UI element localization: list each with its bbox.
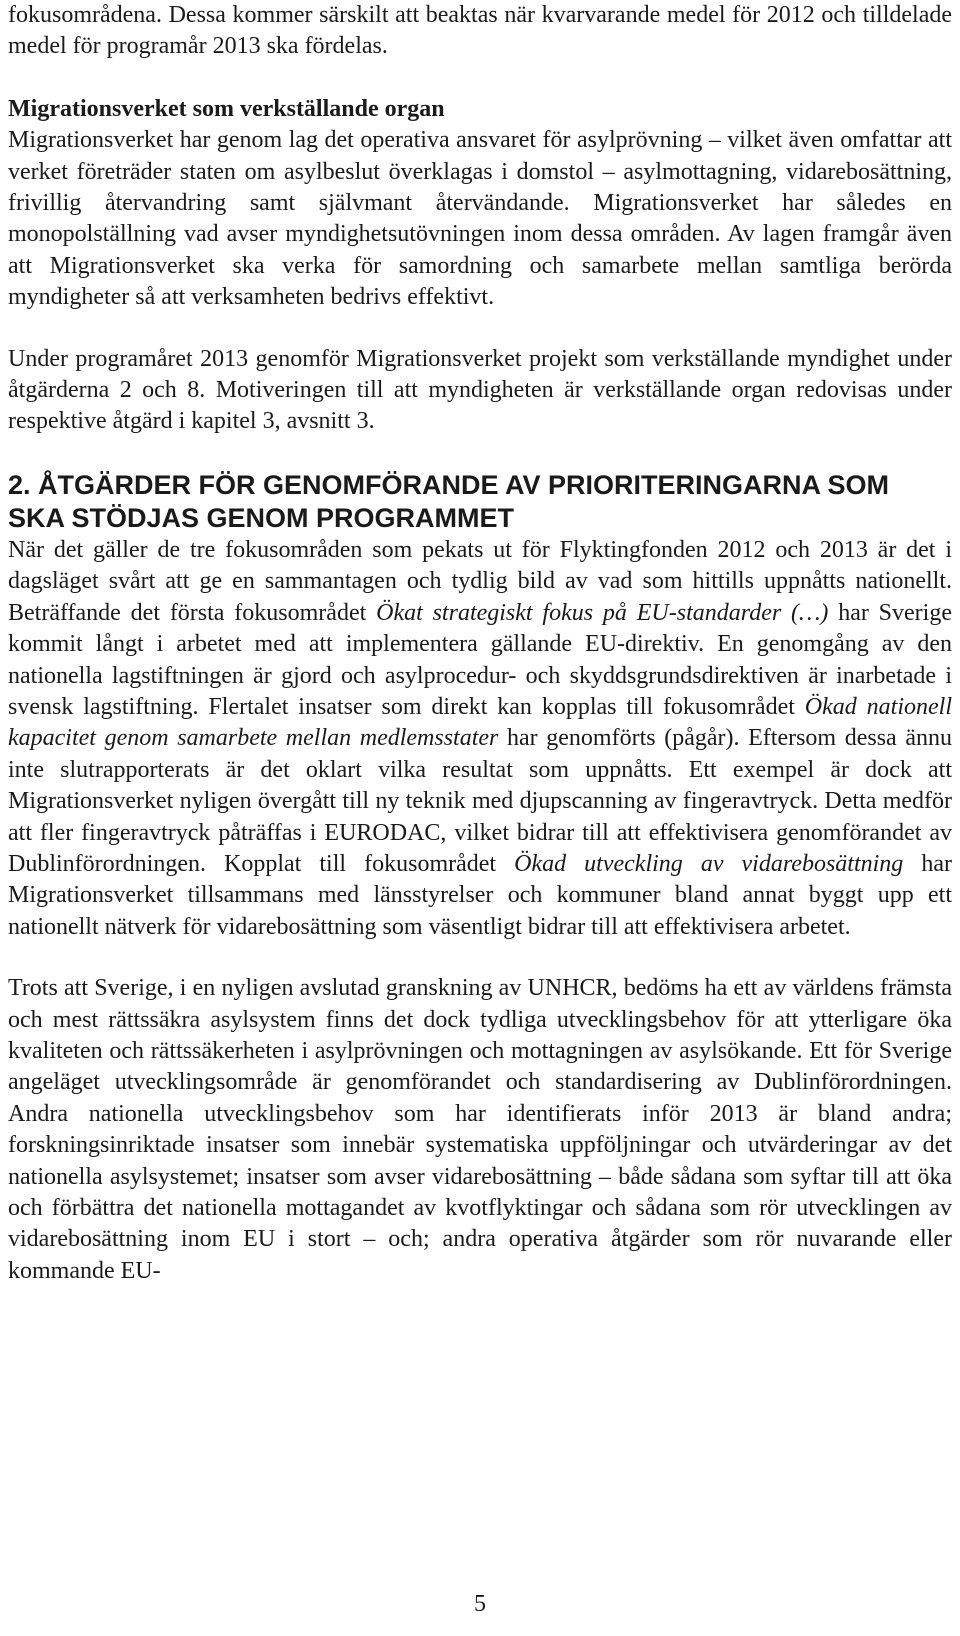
section-2-p1-italic-1: Ökat strategiskt fokus på EU-standarder (…)	[376, 599, 829, 626]
migrationsverket-paragraph-1: Migrationsverket har genom lag det operativa ansvaret för asylprövning – vilket även omfattar att verket företräder staten om asylbeslut överklagas i domstol – asylmottagning, vidarebosättning, frivillig återvandring samt självmant återvändande. Migrationsverket har således en monopolställning vad avser myndighetsutövningen inom dessa områden. Av lagen framgår även att Migrationsverket ska verka för samordning och samarbete mellan samtliga berörda myndigheter så att verksamheten bedrivs effektivt.	[8, 127, 952, 311]
section-2-p1-italic-2: Ökad nationell kapacitet genom samarbete mellan medlemsstater	[8, 693, 952, 752]
section-2-p1-text-d: har Migrationsverket tillsammans med länsstyrelser och kommuner bland annat byggt upp ett nationellt nätverk för vidarebosättning som väsentligt bidrar till att effektivisera arbetet.	[8, 850, 952, 940]
intro-paragraph: fokusområdena. Dessa kommer särskilt att beaktas när kvarvarande medel för 2012 och tilldelade medel för programår 2013 ska fördelas.	[8, 2, 952, 60]
section-2-paragraph-2: Trots att Sverige, i en nyligen avslutad granskning av UNHCR, bedöms ha ett av världens främsta och mest rättssäkra asylsystem finns det dock tydliga utvecklingsbehov för att ytterligare öka kvaliteten och rättssäkerheten i asylprövningen och mottagningen av asylsökande. Ett för Sverige angeläget utvecklingsområde är genomförandet och standardisering av Dublinförordningen. Andra nationella utvecklingsbehov som har identifierats inför 2013 är bland andra; forskningsinriktade insatser som innebär systematiska uppföljningar och utvärderingar av det nationella asylsystemet; insatser som avser vidarebosättning – både sådana som syftar till att öka och förbättra det nationella mottagandet av kvotflyktingar och sådana som rör utvecklingen av vidarebosättning inom EU i stort – och; andra operativa åtgärder som rör nuvarande eller kommande EU-	[8, 975, 952, 1284]
page-number: 5	[474, 1591, 486, 1617]
section-2-heading: 2. ÅTGÄRDER FÖR GENOMFÖRANDE AV PRIORITERINGARNA SOM SKA STÖDJAS GENOM PROGRAMMET	[8, 469, 890, 533]
section-2-p1-text-b: har Sverige kommit långt i arbetet med att implementera gällande EU-direktiv. En genomgång av den nationella lagstiftningen är gjord och asylprocedur- och skyddsgrundsdirektiven är inarbetade i svensk lagstiftning. Flertalet insatser som direkt kan kopplas till fokusområdet	[8, 599, 952, 720]
document-page	[8, 0, 952, 1287]
migrationsverket-paragraph-2: Under programåret 2013 genomför Migrationsverket projekt som verkställande myndighet under åtgärderna 2 och 8. Motiveringen till att myndigheten är verkställande organ redovisas under respektive åtgärd i kapitel 3, avsnitt 3.	[8, 345, 952, 435]
migrationsverket-heading: Migrationsverket som verkställande organ	[8, 95, 445, 122]
section-2-p1-italic-3: Ökad utveckling av vidarebosättning	[514, 850, 904, 877]
section-2-p1-text-a: När det gäller de tre fokusområden som pekats ut för Flyktingfonden 2012 och 2013 är det i dagsläget svårt att ge en sammantagen och tydlig bild av vad som hittills uppnåtts nationellt. Beträffande det första fokusområdet	[8, 536, 952, 626]
section-2-paragraph-1	[8, 535, 952, 943]
section-2-p1-text-c: har genomförts (pågår). Eftersom dessa ännu inte slutrapporterats är det oklart vilka resultat som uppnåtts. Ett exempel är dock att Migrationsverket nyligen övergått till ny teknik med djupscanning av fingeravtryck. Detta medför att fler fingeravtryck påträffas i EURODAC, vilket bidrar till att effektivisera genomförandet av Dublinförordningen. Kopplat till fokusområdet	[8, 725, 952, 877]
